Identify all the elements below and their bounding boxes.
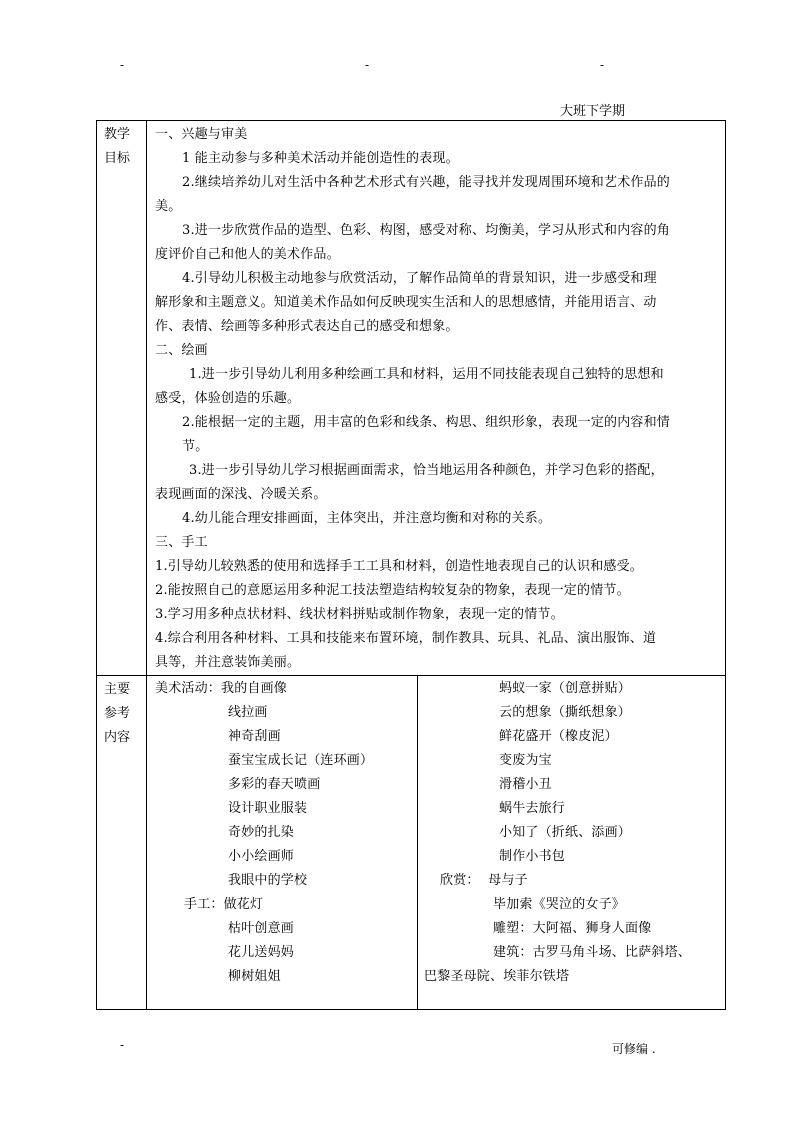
content-divider	[417, 675, 418, 1010]
label-divider	[146, 120, 147, 1010]
list-item: 手工：做花灯	[184, 897, 264, 912]
list-item: 神奇刮画	[228, 729, 281, 744]
list-item: 枯叶创意画	[228, 921, 295, 936]
list-item: 蚕宝宝成长记（连环画）	[228, 753, 374, 768]
header-dash-2: -	[365, 58, 370, 72]
header-dash-1: -	[120, 58, 125, 72]
list-item: 变废为宝	[499, 753, 552, 768]
list-item: 蚂蚁一家（创意拼贴）	[499, 681, 632, 696]
list-item: 云的想象（撕纸想象）	[499, 705, 632, 720]
list-item: 花儿送妈妈	[228, 945, 295, 960]
list-item: 美术活动：我的自画像	[155, 681, 288, 696]
list-item: 制作小书包	[499, 849, 566, 864]
list-item: 鲜花盛开（橡皮泥）	[499, 729, 618, 744]
list-item: 线拉画	[228, 705, 268, 720]
term-label: 大班下学期	[560, 104, 626, 119]
list-item: 蜗牛去旅行	[499, 801, 566, 816]
header-dash-3: -	[600, 58, 605, 72]
list-item: 欣赏： 母与子	[440, 873, 528, 888]
list-item: 设计职业服装	[228, 801, 308, 816]
list-item: 滑稽小丑	[499, 777, 552, 792]
list-item: 多彩的春天喷画	[228, 777, 321, 792]
list-item: 小小绘画师	[228, 849, 295, 864]
footer-dash: -	[120, 1038, 125, 1052]
footer-editable-note: 可修编 .	[612, 1042, 656, 1056]
list-item: 毕加索《哭泣的女子》	[493, 897, 626, 912]
list-item: 建筑：古罗马角斗场、比萨斜塔、	[493, 945, 692, 960]
list-item: 小知了（折纸、添画）	[499, 825, 632, 840]
list-item: 柳树姐姐	[228, 969, 281, 984]
list-item: 奇妙的扎染	[228, 825, 295, 840]
row-divider	[96, 675, 726, 676]
list-item: 巴黎圣母院、埃菲尔铁塔	[424, 969, 570, 984]
list-item: 雕塑：大阿福、狮身人面像	[493, 921, 652, 936]
list-item: 我眼中的学校	[228, 873, 308, 888]
